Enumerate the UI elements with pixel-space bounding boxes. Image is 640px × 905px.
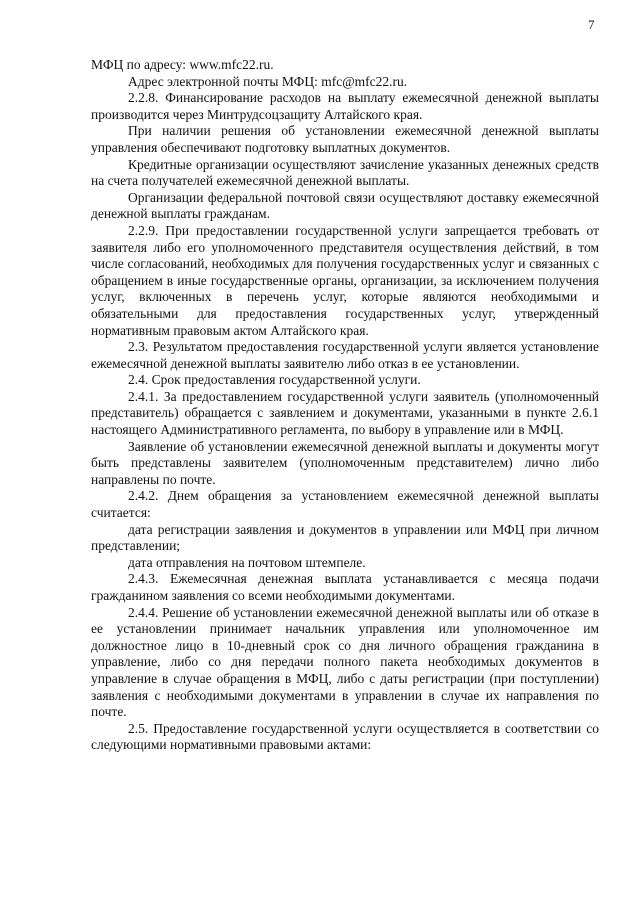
- paragraph-credit-organizations: Кредитные организации осуществляют зачисление указанных денежных средств на счета получателей ежемесячной денежной выплаты.: [91, 156, 599, 189]
- paragraph-2-4-3: 2.4.3. Ежемесячная денежная выплата устанавливается с месяца подачи гражданином заявления со всеми необходимыми документами.: [91, 571, 599, 603]
- page-number: 7: [588, 17, 595, 32]
- paragraph-2-5: 2.5. Предоставление государственной услуги осуществляется в соответствии со следующими нормативными правовыми актами:: [91, 720, 599, 753]
- paragraph-2-4-2: 2.4.2. Днем обращения за установлением ежемесячной денежной выплаты считается:: [91, 488, 599, 521]
- paragraph-2-4-1: 2.4.1. За предоставлением государственной услуги заявитель (уполномоченный представитель) обращается с заявлением и документами, указанными в пункте 2.6.1 настоящего Административного регламента, по выбору в управление или в МФЦ.: [91, 388, 599, 438]
- paragraph-2-2-9: 2.2.9. При предоставлении государственной услуги запрещается требовать от заявителя либо его уполномоченного представителя осуществления действий, в том числе согласований, необходимых для получения государственных услуг и связанных с обращением в иные государственные органы, организации, за исключением получения услуг, включенных в перечень услуг, которые являются необходимыми и обязательными для предоставления государственных услуг, утвержденный нормативным правовым актом Алтайского края.: [91, 222, 599, 338]
- document-body: [91, 57, 599, 754]
- paragraph-2-4-4: 2.4.4. Решение об установлении ежемесячной денежной выплаты или об отказе в ее установлении принимает начальник управления или уполномоченное им должностное лицо в 10-дневный срок со дня личного обращения гражданина в управление, либо со дня передачи полного пакета необходимых документов в управление в случае обращения в МФЦ, либо с даты регистрации (при поступлении) заявления с необходимыми документами в управлении в случае их направления по почте.: [91, 604, 599, 720]
- paragraph-2-2-8: 2.2.8. Финансирование расходов на выплату ежемесячной денежной выплаты производится через Минтрудсоцзащиту Алтайского края.: [91, 90, 599, 122]
- paragraph-2-3: 2.3. Результатом предоставления государственной услуги является установление ежемесячной денежной выплаты заявителю либо отказ в ее установлении.: [91, 339, 599, 371]
- paragraph-2-4: 2.4. Срок предоставления государственной услуги.: [128, 372, 421, 388]
- paragraph-registration-date: дата регистрации заявления и документов в управлении или МФЦ при личном представлении;: [91, 521, 599, 554]
- paragraph-application-submission: Заявление об установлении ежемесячной денежной выплаты и документы могут быть представлены заявителем (уполномоченным представителем) лично либо направлены по почте.: [91, 438, 599, 487]
- paragraph-postal-organizations: Организации федеральной почтовой связи осуществляют доставку ежемесячной денежной выплаты гражданам.: [91, 189, 599, 222]
- paragraph-mfc-site: МФЦ по адресу: www.mfc22.ru.: [91, 57, 274, 72]
- paragraph-payment-documents: При наличии решения об установлении ежемесячной денежной выплаты управления обеспечивают подготовку выплатных документов.: [91, 123, 599, 155]
- paragraph-mfc-email: Адрес электронной почты МФЦ: mfc@mfc22.ru.: [128, 73, 408, 89]
- paragraph-postmark-date: дата отправления на почтовом штемпеле.: [128, 554, 366, 570]
